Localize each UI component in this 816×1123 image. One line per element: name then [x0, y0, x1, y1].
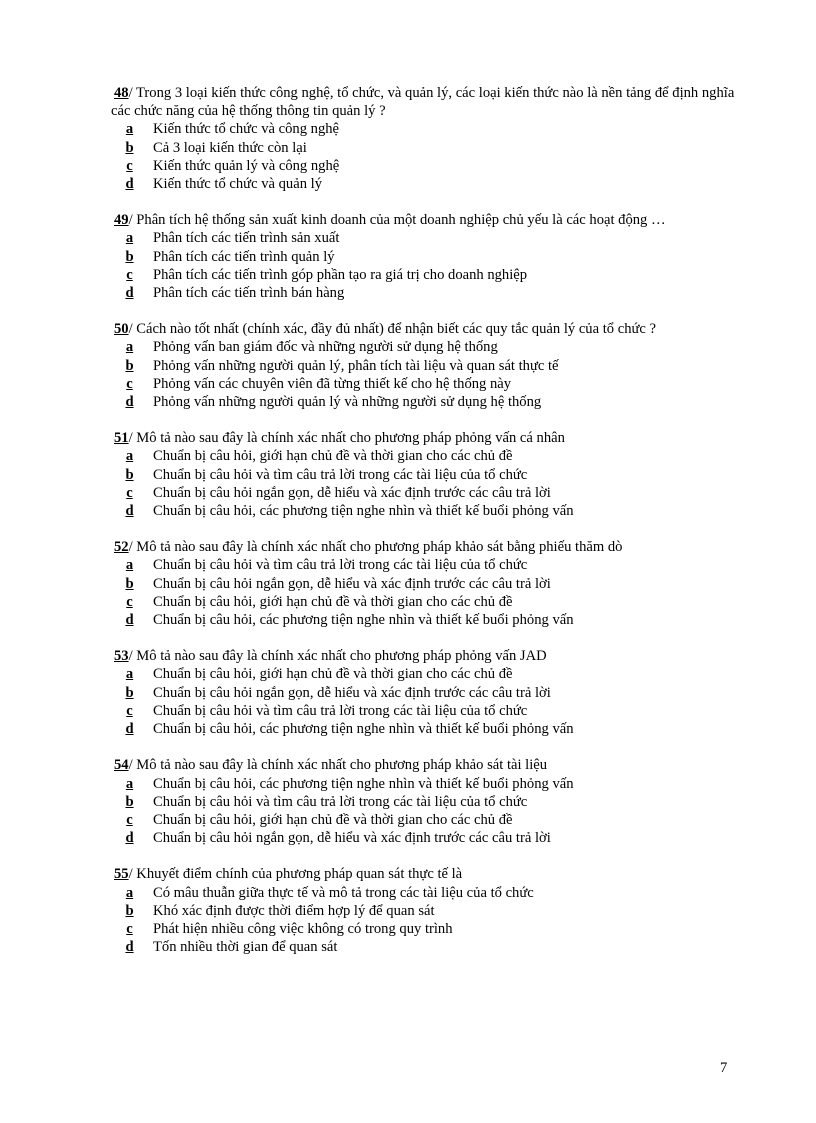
- option-text: Kiến thức tổ chức và quản lý: [153, 176, 323, 193]
- question-block: [111, 429, 736, 520]
- question-number: 48: [114, 85, 129, 101]
- option-text: Chuẩn bị câu hỏi, giới hạn chủ đề và thời gian cho các chủ đề: [153, 448, 513, 465]
- document-body: [111, 84, 736, 974]
- option-letter: d: [125, 394, 134, 411]
- question-text: / Cách nào tốt nhất (chính xác, đầy đủ nhất) để nhận biết các quy tắc quản lý của tổ chức ?: [128, 321, 657, 338]
- answer-option: [111, 920, 736, 938]
- option-letter: d: [125, 503, 134, 520]
- question-number: 51: [114, 430, 129, 447]
- option-text: Tốn nhiều thời gian để quan sát: [153, 939, 338, 956]
- option-text: Chuẩn bị câu hỏi, các phương tiện nghe nhìn và thiết kế buổi phỏng vấn: [153, 503, 574, 520]
- question-stem: [111, 647, 736, 665]
- answer-option: [111, 248, 736, 266]
- option-letter: c: [126, 593, 133, 610]
- answer-option: [111, 175, 736, 193]
- answer-option: [111, 266, 736, 284]
- answer-option: [111, 502, 736, 520]
- question-block: [111, 647, 736, 738]
- answer-option: [111, 811, 736, 829]
- option-letter: c: [126, 920, 133, 937]
- question-text: / Mô tả nào sau đây là chính xác nhất cho phương pháp khảo sát bằng phiếu thăm dò: [128, 539, 623, 556]
- question-text: / Trong 3 loại kiến thức công nghệ, tổ chức, và quản lý, các loại kiến thức nào là nền tảng để định nghĩa: [128, 85, 735, 101]
- answer-option: [111, 884, 736, 902]
- page-number: 7: [720, 1060, 728, 1076]
- answer-option: [111, 120, 736, 138]
- option-letter: d: [125, 285, 134, 302]
- answer-option: [111, 447, 736, 465]
- option-text: Phân tích các tiến trình góp phần tạo ra giá trị cho doanh nghiệp: [153, 266, 528, 283]
- question-stem: [111, 538, 736, 556]
- option-text: Chuẩn bị câu hỏi ngắn gọn, dễ hiểu và xác định trước các câu trả lời: [153, 575, 551, 592]
- option-text: Chuẩn bị câu hỏi, giới hạn chủ đề và thời gian cho các chủ đề: [153, 811, 513, 828]
- option-letter: b: [125, 575, 134, 592]
- answer-option: [111, 775, 736, 793]
- option-letter: c: [126, 484, 133, 501]
- option-letter: d: [125, 612, 134, 629]
- question-block: [111, 84, 736, 193]
- question-stem: [111, 84, 736, 102]
- answer-options: [111, 556, 736, 629]
- question-block: [111, 320, 736, 411]
- answer-option: [111, 357, 736, 375]
- question-stem: [111, 211, 736, 229]
- question-number: 55: [114, 866, 129, 883]
- answer-options: [111, 338, 736, 411]
- option-letter: c: [126, 266, 133, 283]
- option-letter: a: [125, 557, 134, 574]
- answer-option: [111, 829, 736, 847]
- option-letter: b: [125, 139, 134, 156]
- question-block: [111, 211, 736, 302]
- option-text: Phân tích các tiến trình quản lý: [153, 248, 335, 265]
- option-letter: c: [126, 702, 133, 719]
- option-letter: b: [125, 248, 134, 265]
- option-text: Kiến thức tổ chức và công nghệ: [153, 121, 340, 138]
- option-letter: d: [125, 721, 134, 738]
- option-letter: b: [125, 793, 134, 810]
- option-letter: b: [125, 902, 134, 919]
- option-letter: d: [125, 830, 134, 847]
- option-letter: a: [125, 230, 134, 247]
- answer-option: [111, 611, 736, 629]
- option-letter: b: [125, 357, 134, 374]
- answer-option: [111, 720, 736, 738]
- answer-option: [111, 484, 736, 502]
- question-text: / Mô tả nào sau đây là chính xác nhất cho phương pháp phỏng vấn JAD: [128, 648, 547, 665]
- option-text: Chuẩn bị câu hỏi, các phương tiện nghe nhìn và thiết kế buổi phỏng vấn: [153, 721, 574, 738]
- answer-option: [111, 375, 736, 393]
- option-text: Có mâu thuẫn giữa thực tế và mô tả trong các tài liệu của tổ chức: [153, 884, 534, 901]
- answer-option: [111, 702, 736, 720]
- answer-options: [111, 120, 736, 193]
- option-letter: c: [126, 375, 133, 392]
- option-text: Khó xác định được thời điểm hợp lý để quan sát: [153, 902, 435, 919]
- question-stem: [111, 865, 736, 883]
- answer-options: [111, 884, 736, 957]
- option-text: Kiến thức quản lý và công nghệ: [153, 157, 340, 174]
- answer-option: [111, 793, 736, 811]
- option-text: Chuẩn bị câu hỏi và tìm câu trả lời trong các tài liệu của tổ chức: [153, 557, 528, 574]
- option-text: Chuẩn bị câu hỏi, các phương tiện nghe nhìn và thiết kế buổi phỏng vấn: [153, 612, 574, 629]
- option-text: Chuẩn bị câu hỏi, giới hạn chủ đề và thời gian cho các chủ đề: [153, 666, 513, 683]
- question-text: / Khuyết điểm chính của phương pháp quan sát thực tế là: [128, 866, 463, 883]
- question-block: [111, 865, 736, 956]
- option-text: Phỏng vấn những người quản lý và những người sử dụng hệ thống: [153, 394, 542, 411]
- answer-option: [111, 393, 736, 411]
- option-text: Phân tích các tiến trình sản xuất: [153, 230, 340, 247]
- question-number: 49: [114, 212, 129, 229]
- question-stem: [111, 320, 736, 338]
- answer-option: [111, 466, 736, 484]
- option-letter: a: [125, 666, 134, 683]
- question-text: / Mô tả nào sau đây là chính xác nhất cho phương pháp khảo sát tài liệu: [128, 757, 548, 774]
- question-number: 54: [114, 757, 129, 774]
- answer-options: [111, 665, 736, 738]
- answer-option: [111, 139, 736, 157]
- option-text: Chuẩn bị câu hỏi và tìm câu trả lời trong các tài liệu của tổ chức: [153, 702, 528, 719]
- option-text: Chuẩn bị câu hỏi, các phương tiện nghe nhìn và thiết kế buổi phỏng vấn: [153, 775, 574, 792]
- option-letter: a: [125, 775, 134, 792]
- answer-option: [111, 684, 736, 702]
- question-text: / Mô tả nào sau đây là chính xác nhất cho phương pháp phỏng vấn cá nhân: [128, 430, 565, 447]
- answer-option: [111, 338, 736, 356]
- question-block: [111, 756, 736, 847]
- option-text: Cả 3 loại kiến thức còn lại: [153, 139, 307, 156]
- question-stem: [111, 429, 736, 447]
- option-letter: b: [125, 466, 134, 483]
- question-number: 53: [114, 648, 129, 665]
- option-text: Chuẩn bị câu hỏi ngắn gọn, dễ hiểu và xác định trước các câu trả lời: [153, 830, 551, 847]
- option-text: Phỏng vấn ban giám đốc và những người sử dụng hệ thống: [153, 339, 498, 356]
- answer-option: [111, 938, 736, 956]
- question-text-continued: các chức năng của hệ thống thông tin quản lý ?: [111, 103, 386, 120]
- question-number: 50: [114, 321, 129, 338]
- answer-option: [111, 157, 736, 175]
- answer-option: [111, 665, 736, 683]
- answer-options: [111, 447, 736, 520]
- answer-option: [111, 902, 736, 920]
- option-text: Chuẩn bị câu hỏi, giới hạn chủ đề và thời gian cho các chủ đề: [153, 593, 513, 610]
- option-letter: a: [125, 121, 134, 138]
- option-letter: c: [126, 157, 133, 174]
- option-letter: d: [125, 939, 134, 956]
- question-stem: [111, 756, 736, 774]
- option-text: Chuẩn bị câu hỏi ngắn gọn, dễ hiểu và xác định trước các câu trả lời: [153, 484, 551, 501]
- answer-options: [111, 775, 736, 848]
- question-text: / Phân tích hệ thống sản xuất kinh doanh của một doanh nghiệp chủ yếu là các hoạt động …: [128, 212, 666, 229]
- answer-option: [111, 229, 736, 247]
- option-text: Phỏng vấn những người quản lý, phân tích tài liệu và quan sát thực tế: [153, 357, 559, 374]
- answer-option: [111, 284, 736, 302]
- option-text: Phân tích các tiến trình bán hàng: [153, 285, 345, 302]
- option-letter: a: [125, 884, 134, 901]
- option-text: Chuẩn bị câu hỏi và tìm câu trả lời trong các tài liệu của tổ chức: [153, 466, 528, 483]
- option-letter: c: [126, 811, 133, 828]
- option-letter: a: [125, 339, 134, 356]
- question-number: 52: [114, 539, 129, 556]
- option-letter: d: [125, 176, 134, 193]
- option-letter: a: [125, 448, 134, 465]
- option-text: Chuẩn bị câu hỏi và tìm câu trả lời trong các tài liệu của tổ chức: [153, 793, 528, 810]
- option-letter: b: [125, 684, 134, 701]
- question-block: [111, 538, 736, 629]
- answer-option: [111, 575, 736, 593]
- option-text: Phỏng vấn các chuyên viên đã từng thiết kế cho hệ thống này: [153, 375, 512, 392]
- answer-option: [111, 556, 736, 574]
- option-text: Phát hiện nhiều công việc không có trong quy trình: [153, 920, 453, 937]
- option-text: Chuẩn bị câu hỏi ngắn gọn, dễ hiểu và xác định trước các câu trả lời: [153, 684, 551, 701]
- answer-option: [111, 593, 736, 611]
- answer-options: [111, 229, 736, 302]
